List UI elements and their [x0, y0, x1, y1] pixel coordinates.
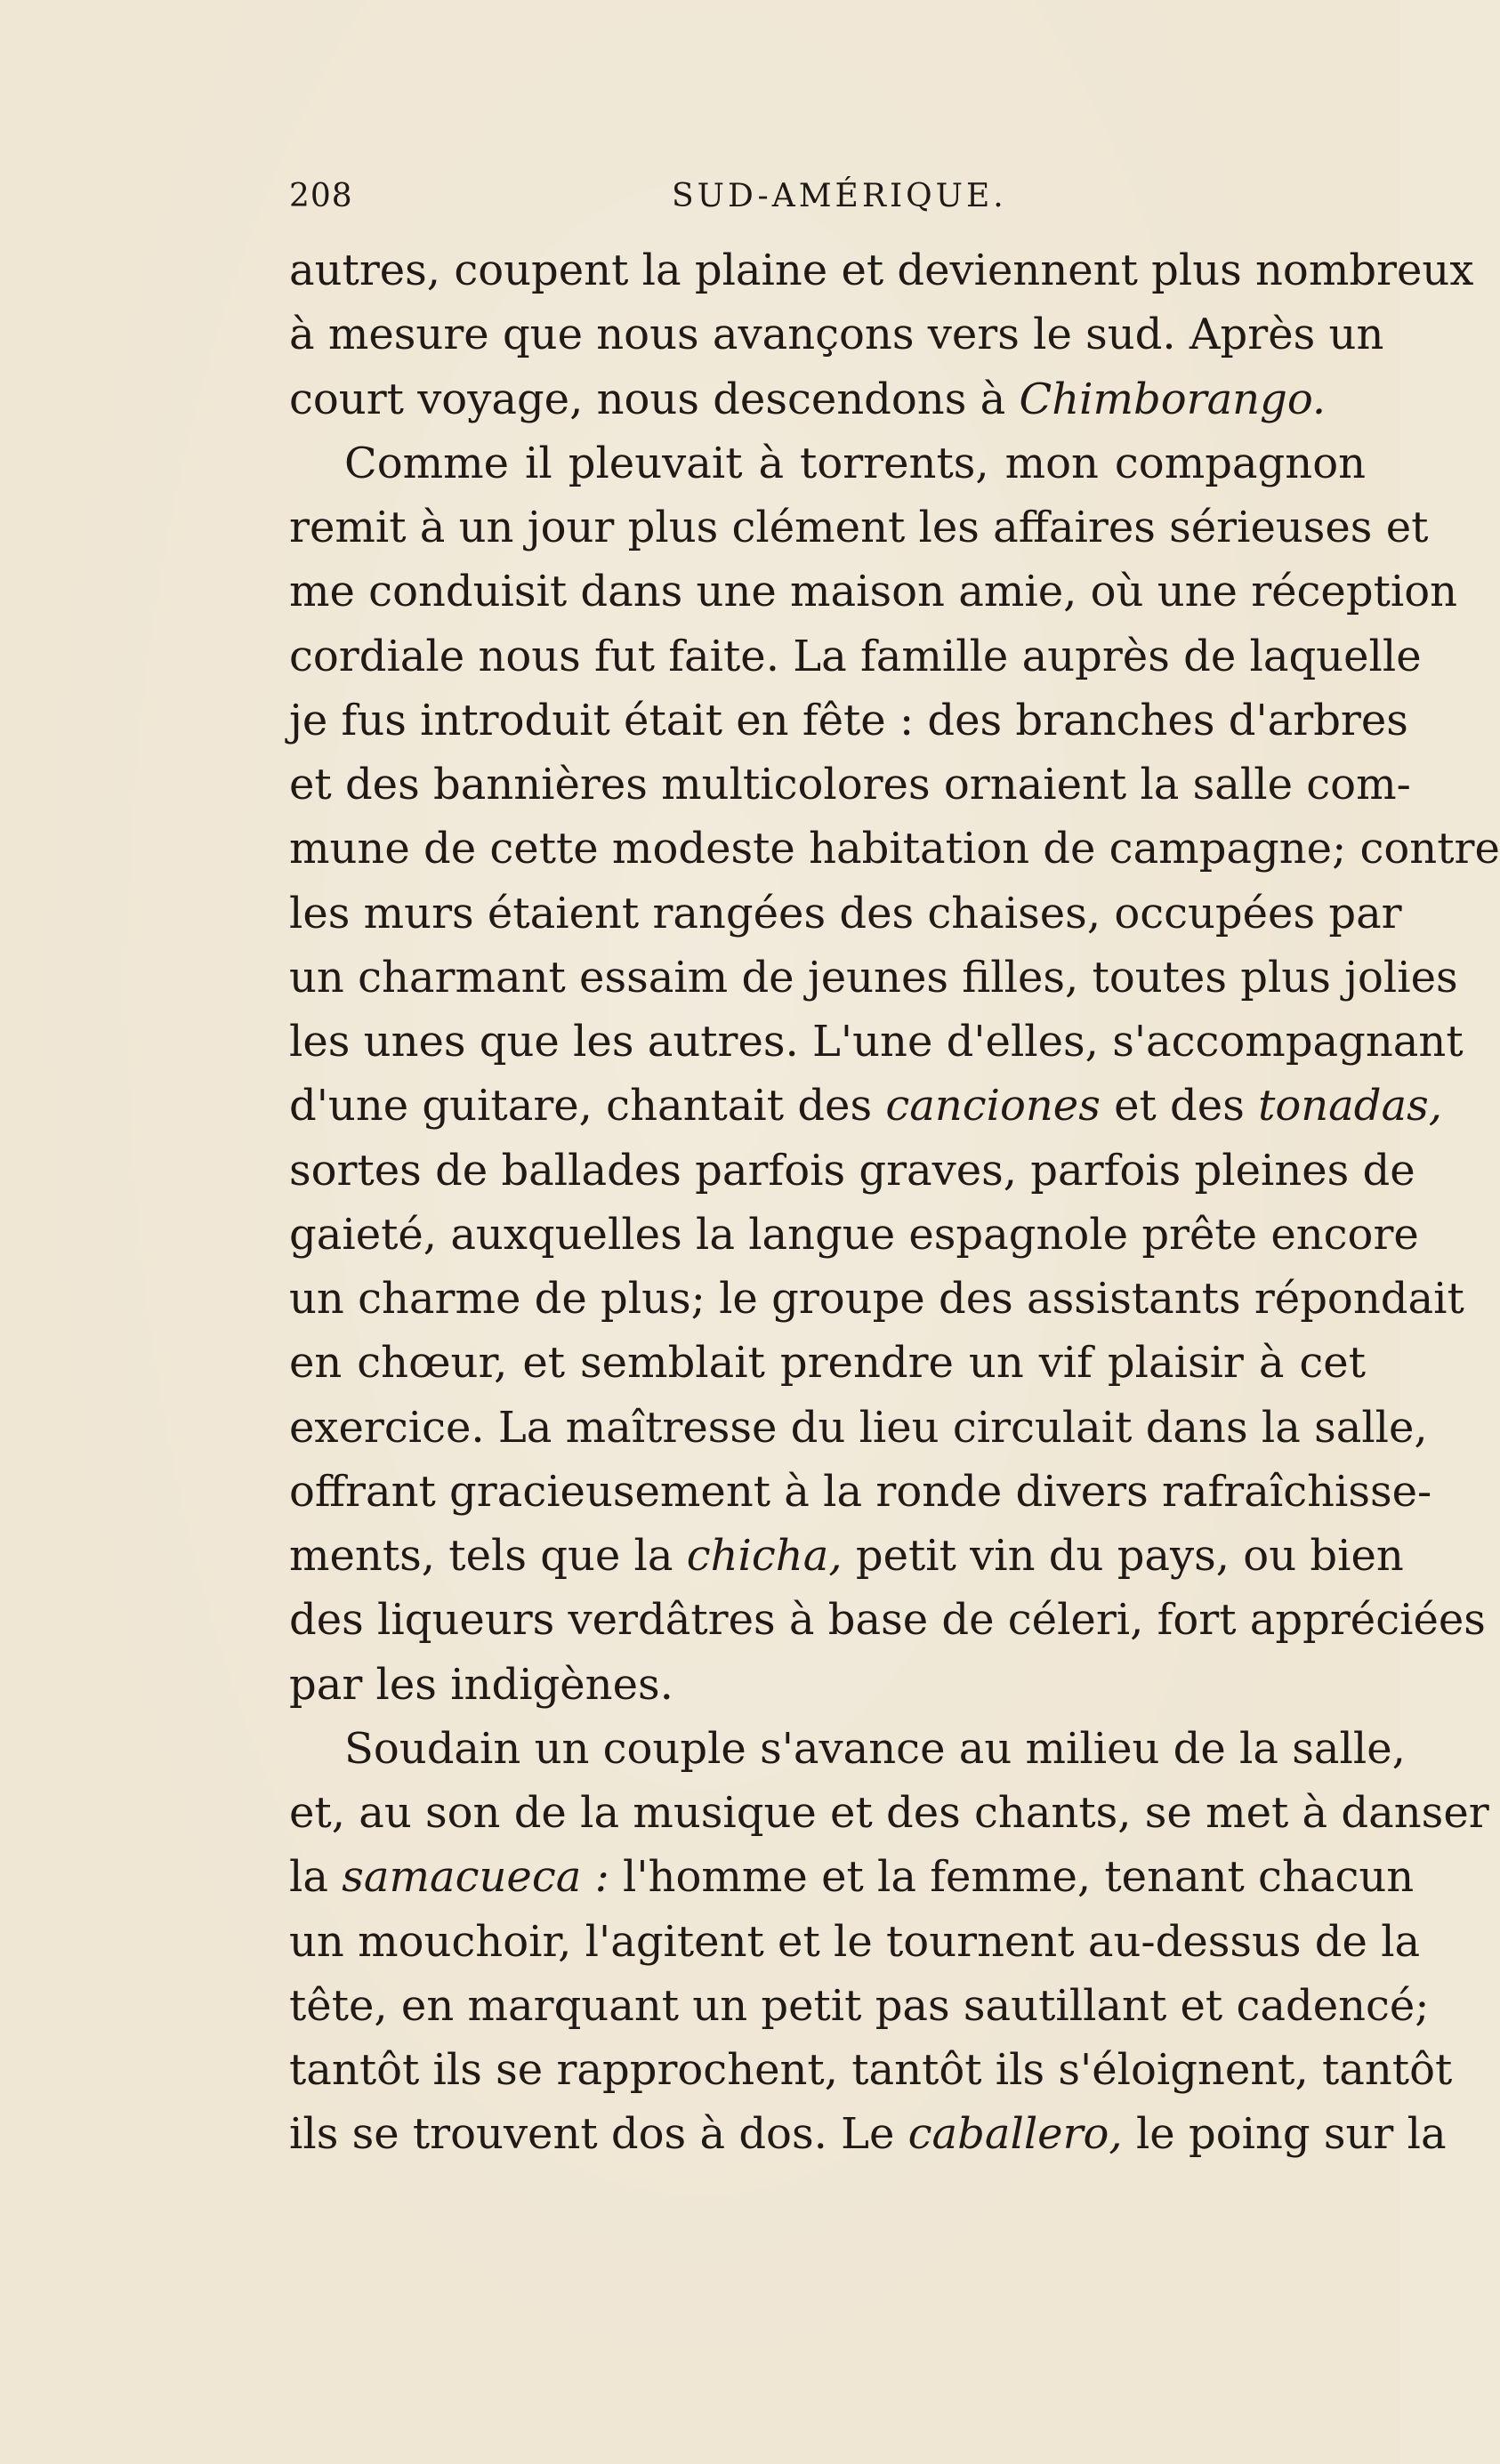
text-line: un charme de plus; le groupe des assistants répondait [289, 1274, 1464, 1324]
text-line: et, au son de la musique et des chants, se met à danser [289, 1788, 1489, 1838]
italic-term: samacueca : [342, 1852, 609, 1903]
text-line: en chœur, et semblait prendre un vif plaisir à cet [289, 1338, 1366, 1389]
page-header [289, 178, 1366, 231]
text-line: cordiale nous fut faite. La famille auprès de laquelle [289, 631, 1422, 681]
text-line: et des bannières multicolores ornaient la salle com- [289, 760, 1411, 809]
text-line: autres, coupent la plaine et deviennent plus nombreux [289, 246, 1474, 295]
body-text [289, 238, 1500, 2167]
text-line: gaieté, auxquelles la langue espagnole prête encore [289, 1209, 1419, 1260]
paragraph-start-line: Soudain un couple s'avance au milieu de la salle, [344, 1723, 1406, 1774]
text-line: des liqueurs verdâtres à base de céleri, fort appréciées [289, 1595, 1486, 1646]
text-line: d'une guitare, chantait des canciones et des tonadas, [289, 1081, 1443, 1131]
text-line: sortes de ballades parfois graves, parfois pleines de [289, 1145, 1415, 1196]
text-line: remit à un jour plus clément les affaires sérieuses et [289, 503, 1429, 552]
text-line: à mesure que nous avançons vers le sud. Après un [289, 310, 1384, 360]
text-line: mune de cette modeste habitation de campagne; contre [289, 824, 1500, 874]
text-line: les unes que les autres. L'une d'elles, s'accompagnant [289, 1017, 1464, 1067]
text-line: un charmant essaim de jeunes filles, toutes plus jolies [289, 952, 1458, 1003]
text-line: les murs étaient rangées des chaises, occupées par [289, 888, 1402, 938]
italic-term: chicha, [686, 1531, 843, 1581]
running-title: SUD-AMÉRIQUE. [672, 178, 1007, 214]
italic-term: canciones [885, 1081, 1101, 1131]
text-line: exercice. La maîtresse du lieu circulait dans la salle, [289, 1402, 1428, 1453]
text-line: me conduisit dans une maison amie, où une réception [289, 567, 1458, 617]
italic-place-name: Chimborango. [1019, 374, 1327, 424]
text-line: ils se trouvent dos à dos. Le caballero, le poing sur la [289, 2109, 1447, 2160]
text-line: la samacueca : l'homme et la femme, tenant chacun [289, 1852, 1415, 1903]
paragraph-start-line: Comme il pleuvait à torrents, mon compagnon [344, 438, 1366, 488]
text-line: court voyage, nous descendons à Chimborango. [289, 374, 1327, 424]
text-line: offrant gracieusement à la ronde divers rafraîchisse- [289, 1466, 1432, 1517]
page-number: 208 [289, 178, 353, 214]
text-line: ments, tels que la chicha, petit vin du pays, ou bien [289, 1531, 1404, 1581]
italic-term: caballero, [907, 2109, 1123, 2160]
text-line: par les indigènes. [289, 1659, 673, 1710]
text-line: je fus introduit était en fête : des branches d'arbres [289, 695, 1408, 745]
italic-term: tonadas, [1258, 1081, 1443, 1131]
text-line: un mouchoir, l'agitent et le tournent au-dessus de la [289, 1916, 1421, 1967]
text-line: tantôt ils se rapprochent, tantôt ils s'éloignent, tantôt [289, 2045, 1453, 2095]
text-line: tête, en marquant un petit pas sautillant et cadencé; [289, 1980, 1430, 2031]
